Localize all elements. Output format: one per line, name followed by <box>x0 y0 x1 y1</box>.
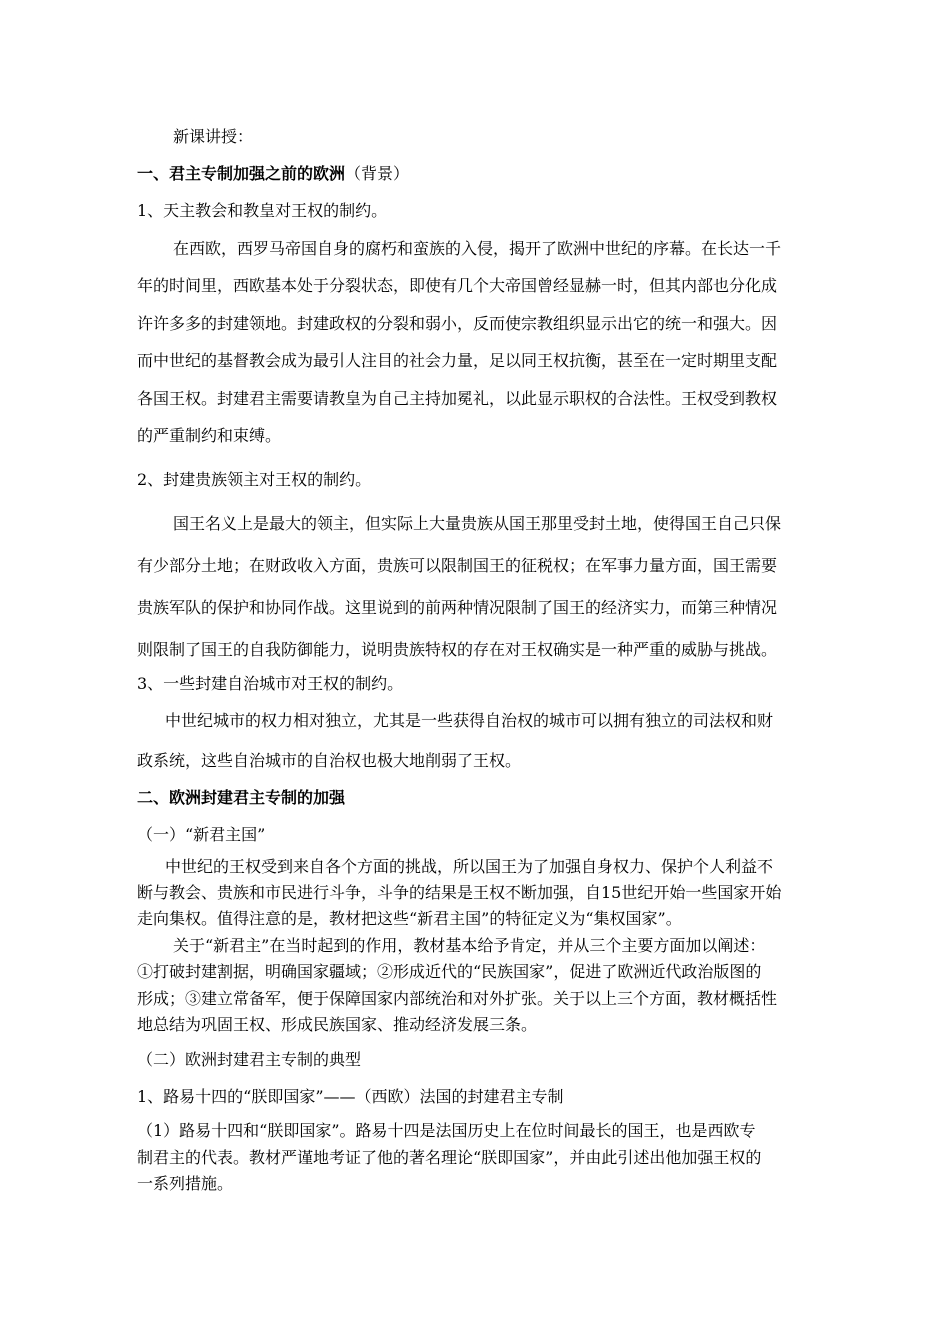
paragraph-line: 一系列措施。 <box>137 1174 234 1193</box>
paragraph-line: ①打破封建割据，明确国家疆域；②形成近代的“民族国家”，促进了欧洲近代政治版图的 <box>137 962 762 981</box>
section2-sub1-title: （一）“新君主国” <box>137 825 266 844</box>
paragraph-line: 许许多多的封建领地。封建政权的分裂和弱小，反而使宗教组织显示出它的统一和强大。因 <box>137 314 778 333</box>
paragraph-line: 年的时间里，西欧基本处于分裂状态，即使有几个大帝国曾经显赫一时，但其内部也分化成 <box>137 276 778 295</box>
paragraph-line: 国王名义上是最大的领主，但实际上大量贵族从国王那里受封土地，使得国王自己只保 <box>173 514 782 533</box>
intro-label: 新课讲授： <box>173 127 254 146</box>
paragraph-line: 断与教会、贵族和市民进行斗争，斗争的结果是王权不断加强，自15世纪开始一些国家开始 <box>137 883 782 902</box>
paragraph-line: 中世纪的王权受到来自各个方面的挑战，所以国王为了加强自身权力、保护个人利益不 <box>165 857 774 876</box>
paragraph-line: 有少部分土地；在财政收入方面，贵族可以限制国王的征税权；在军事力量方面，国王需要 <box>137 556 778 575</box>
paragraph-line: 贵族军队的保护和协同作战。这里说到的前两种情况限制了国王的经济实力，而第三种情况 <box>137 598 778 617</box>
section1-item1-title: 1、天主教会和教皇对王权的制约。 <box>137 201 388 220</box>
section1-heading-text: 一、君主专制加强之前的欧洲 <box>137 164 346 183</box>
section1-item3-title: 3、一些封建自治城市对王权的制约。 <box>137 674 404 693</box>
section1-heading-note: （背景） <box>345 164 410 183</box>
paragraph-line: 政系统，这些自治城市的自治权也极大地削弱了王权。 <box>137 751 522 770</box>
paragraph-line: （1）路易十四和“朕即国家”。路易十四是法国历史上在位时间最长的国王，也是西欧专 <box>137 1121 756 1140</box>
paragraph-line: 关于“新君主”在当时起到的作用，教材基本给予肯定，并从三个主要方面加以阐述： <box>173 936 766 955</box>
section2-sub2-title: （二）欧洲封建君主专制的典型 <box>137 1050 362 1069</box>
section1-item2-title: 2、封建贵族领主对王权的制约。 <box>137 470 372 489</box>
paragraph-line: 走向集权。值得注意的是，教材把这些“新君主国”的特征定义为“集权国家”。 <box>137 909 682 928</box>
paragraph-line: 各国王权。封建君主需要请教皇为自己主持加冕礼，以此显示职权的合法性。王权受到教权 <box>137 389 778 408</box>
paragraph-line: 则限制了国王的自我防御能力，说明贵族特权的存在对王权确实是一种严重的威胁与挑战。 <box>137 640 778 659</box>
paragraph-line: 制君主的代表。教材严谨地考证了他的著名理论“朕即国家”，并由此引述出他加强王权的 <box>137 1148 762 1167</box>
paragraph-line: 的严重制约和束缚。 <box>137 426 282 445</box>
paragraph-line: 中世纪城市的权力相对独立，尤其是一些获得自治权的城市可以拥有独立的司法权和财 <box>165 711 774 730</box>
paragraph-line: 在西欧，西罗马帝国自身的腐朽和蛮族的入侵，揭开了欧洲中世纪的序幕。在长达一千 <box>173 239 782 258</box>
section1-heading <box>137 164 409 184</box>
paragraph-line: 地总结为巩固王权、形成民族国家、推动经济发展三条。 <box>137 1015 538 1034</box>
paragraph-line: 而中世纪的基督教会成为最引人注目的社会力量，足以同王权抗衡，甚至在一定时期里支配 <box>137 351 778 370</box>
section2-heading: 二、欧洲封建君主专制的加强 <box>137 788 346 807</box>
section2-sub2-item1-title: 1、路易十四的“朕即国家”——（西欧）法国的封建君主专制 <box>137 1087 564 1106</box>
paragraph-line: 形成；③建立常备军，便于保障国家内部统治和对外扩张。关于以上三个方面，教材概括性 <box>137 989 778 1008</box>
